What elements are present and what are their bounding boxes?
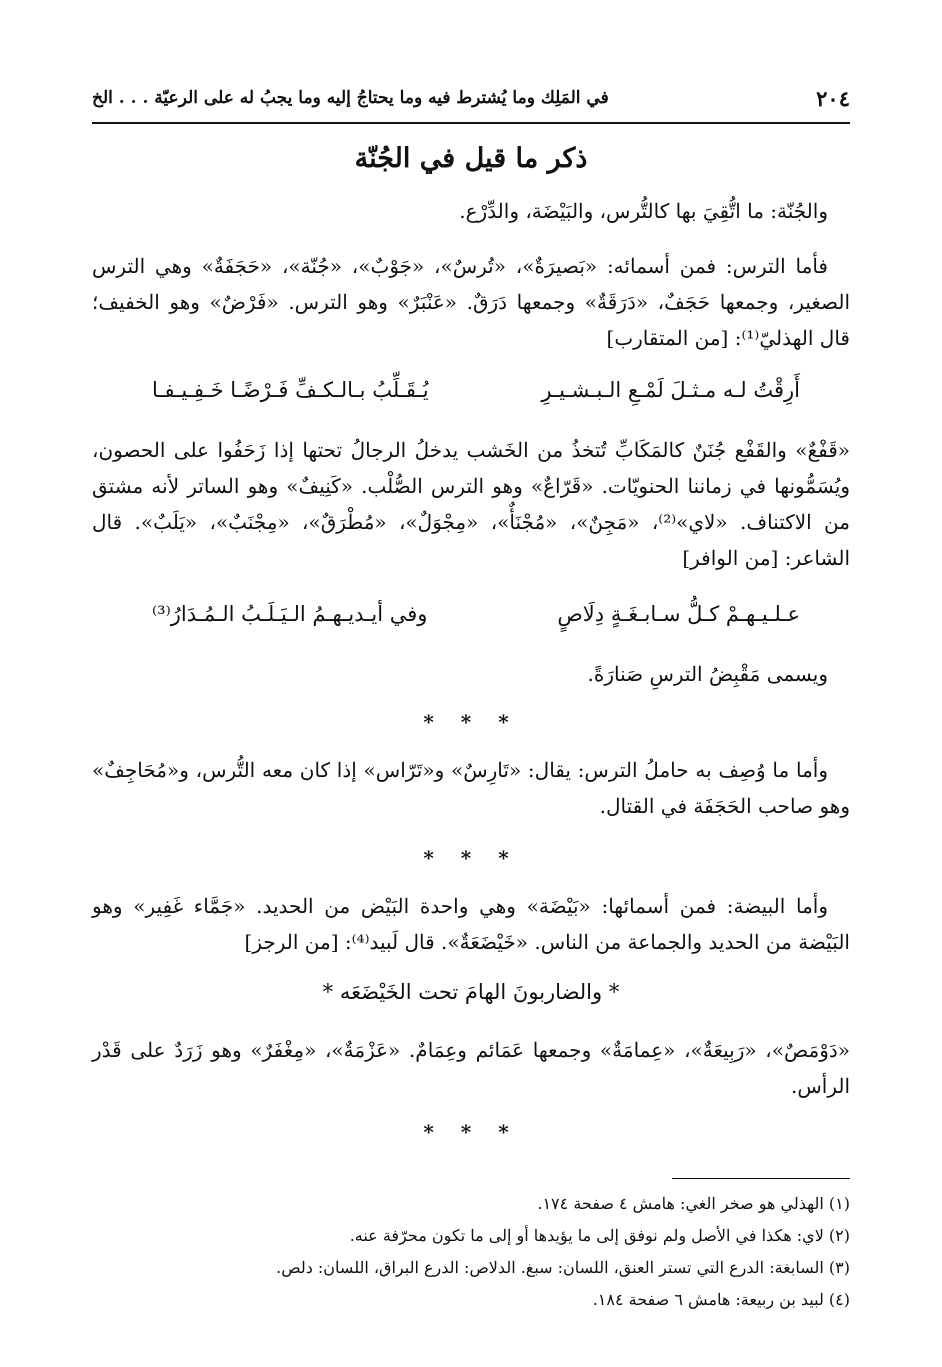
page-number: ٢٠٤	[816, 86, 850, 111]
page-header	[92, 78, 850, 124]
verse-hudhali	[92, 378, 850, 418]
verse-hemistich-first: عـلـيـهـمْ كـلُّ سـابـغَـةٍ دِلَاصٍ	[557, 602, 800, 626]
footnote-rule	[672, 1178, 850, 1179]
verse-hemistich-second: يُـقَـلِّبُ بـالـكـفِّ فَـرْضًـا خَـفِـيـفـا	[152, 378, 429, 402]
verse-hemistich-first: أَرِقْتُ لـه مـثـلَ لَمْـعِ الـبـشـيـرِ	[541, 378, 800, 402]
paragraph-helmet-names: «دَوْمَصٌ»، «رَبِيعَةٌ»، «عِمامَةٌ» وجمعها عَمَائم وعِمَامٌ. «عَزْمَةٌ»، «مِغْفَرٌ» وهو زَرَدٌ على قَدْر الرأس.	[92, 1038, 850, 1098]
footnote-4: (٤) لبيد بن ربيعة: هامش ٦ صفحة ١٨٤.	[592, 1290, 850, 1309]
verse-labid: * والضاربونَ الهامَ تحت الخَيْضَعَه *	[322, 980, 620, 1004]
section-separator: * * *	[423, 846, 519, 870]
chapter-title: ذكر ما قيل في الجُنّة	[354, 143, 588, 174]
footnote-1: (١) الهذلي هو صخر الغي: هامش ٤ صفحة ١٧٤.	[537, 1194, 850, 1213]
verse-hemistich-second: وفي أيـديـهـمُ الـيَـلَـبُ الـمُـدَارُ⁽³⁾	[152, 602, 428, 626]
footnote-3: (٣) السابغة: الدرع التي تستر العنق، اللسان: سبغ. الدلاص: الدرع البراق، اللسان: دلص.	[276, 1258, 850, 1277]
paragraph-shield-bearer: وأما ما وُصِف به حاملُ الترس: يقال: «تَارِسٌ» و«تَرّاس» إذا كان معه التُّرس، و«مُحَاجِفٌ» وهو صاحب الحَجَفَة في القتال.	[92, 758, 850, 818]
paragraph-helmet: وأما البيضة: فمن أسمائها: «بَيْضَة» وهي واحدة البَيْض من الحديد. «جَمَّاء غَفِير» وهو البَيْضة من الحديد والجماعة من الناس. «خَيْضَعَةٌ». قال لَبيد⁽⁴⁾: [من الرجز]	[92, 894, 850, 954]
verse-poet	[92, 602, 850, 642]
paragraph-shield-names: فأما الترس: فمن أسمائه: «بَصيرَةٌ»، «تُرسٌ»، «جَوْبٌ»، «جُنّة»، «حَجَفَةٌ» وهي الترس الصغير، وجمعها حَجَفٌ، «دَرَقَةٌ» وجمعها دَرَقٌ. «عَنْبَرٌ» وهو الترس. «فَرْضٌ» وهو الخفيف؛ قال الهذليّ⁽¹⁾: [من المتقارب]	[92, 254, 850, 350]
paragraph-shield-grip: ويسمى مَقْبِضُ الترسِ صَنارَةً.	[587, 662, 828, 686]
footnote-2: (٢) لاي: هكذا في الأصل ولم نوفق إلى ما يؤيدها أو إلى ما تكون محرّفة عنه.	[349, 1226, 850, 1245]
section-separator: * * *	[423, 1120, 519, 1144]
paragraph-shield-names-continued: «قَفْعٌ» والقَفْع جُنَنٌ كالمَكَابِّ تُتخذُ من الخَشب يدخلُ الرجالُ تحتها إذا زَحَفُوا على الحصون، ويُسَمُّونها في زماننا الحنويّات. «قَرّاعٌ» وهو الترس الصُّلْب. «كَنِيفٌ» وهو الساتر لأنه مشتق من الاكتناف. «لاي»⁽²⁾، «مَجِنٌ»، «مُجْنَأٌ»، «مِجْوَلٌ»، «مُطْرَقٌ»، «مِجْنَبٌ»، «يَلَبٌ». قال الشاعر: [من الوافر]	[92, 438, 850, 570]
section-separator: * * *	[423, 710, 519, 734]
paragraph-definition: والجُنّة: ما اتُّقِيَ بها كالتُّرس، والبَيْضَة، والدِّرْع.	[459, 199, 828, 223]
footnotes	[92, 1188, 850, 1316]
running-title: في المَلِك وما يُشترط فيه وما يحتاجُ إليه وما يجبُ له على الرعيّة . . . الخ	[92, 88, 609, 108]
